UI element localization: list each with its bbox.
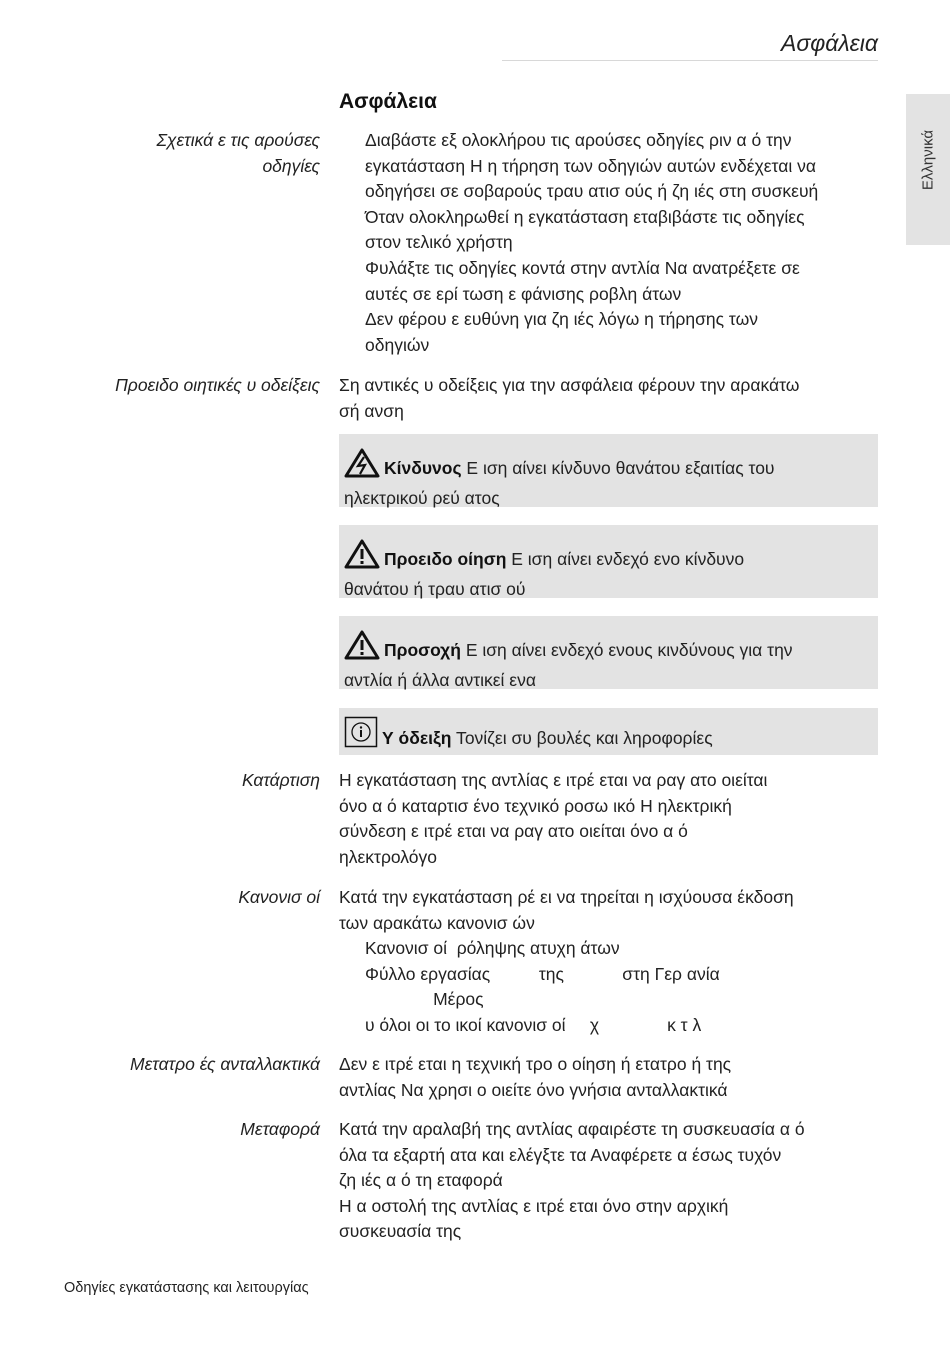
electric-hazard-icon [344, 448, 380, 485]
text-line: Κατά την αραλαβή της αντλίας αφαιρέστε τη συσκευασία α ό [339, 1119, 805, 1139]
language-tab [906, 94, 950, 245]
danger-notice-box [339, 434, 878, 507]
notice-title: Υ όδειξη [382, 728, 452, 748]
info-icon [344, 716, 378, 755]
caution-notice-box [339, 616, 878, 689]
text-line: σή ανση [339, 400, 404, 421]
section-body [339, 373, 884, 424]
text-line: εγκατάσταση Η η τήρηση των οδηγιών αυτών ενδέχεται να [365, 155, 816, 176]
language-tab-label: Ελληνικά [919, 129, 937, 191]
section-body [339, 1052, 884, 1103]
text-line: ηλεκτρολόγο [339, 846, 438, 867]
header-divider [502, 60, 878, 61]
section-label: Προειδο οιητικές υ οδείξεις [115, 375, 320, 395]
text-line: Διαβάστε εξ ολοκλήρου τις αρούσες οδηγίες ριν α ό την [365, 130, 792, 150]
notice-text: αντλία ή άλλα αντικεί ενα [344, 670, 536, 690]
list-item: Φύλλο εργασίας της στη Γερ ανία [365, 963, 720, 984]
warning-notice-box [339, 525, 878, 598]
warning-triangle-icon [344, 539, 380, 576]
text-line: Η εγκατάσταση της αντλίας ε ιτρέ εται να ραγ ατο οιείται [339, 770, 768, 790]
section-label: Κατάρτιση [241, 770, 320, 790]
notice-text: Τονίζει συ βουλές και ληροφορίες [451, 728, 713, 748]
text-line: στον τελικό χρήστη [365, 232, 513, 253]
page-heading: Ασφάλεια [339, 90, 437, 113]
notice-text: θανάτου ή τραυ ατισ ού [344, 579, 526, 599]
text-line: των αρακάτω κανονισ ών [339, 912, 535, 933]
notice-text: ηλεκτρικού ρεύ ατος [344, 488, 500, 508]
text-line: σύνδεση ε ιτρέ εται να ραγ ατο οιείται όνο α ό [339, 821, 688, 842]
text-line: Η α οστολή της αντλίας ε ιτρέ εται όνο στην αρχική [339, 1195, 729, 1216]
notice-text: Ε ιση αίνει κίνδυνο θανάτου εξαιτίας του [461, 458, 775, 478]
section-body [339, 885, 884, 1039]
text-line: αντλίας Να χρησι ο οιείτε όνο γνήσια ανταλλακτικά [339, 1079, 728, 1100]
text-line: Όταν ολοκληρωθεί η εγκατάσταση εταβιβάστε τις οδηγίες [365, 206, 805, 227]
section-label: Κανονισ οί [238, 887, 320, 907]
running-header-title: Ασφάλεια [781, 30, 878, 56]
list-item: Μέρος [365, 989, 484, 1010]
text-line: όνο α ό καταρτισ ένο τεχνικό ροσω ικό Η ηλεκτρική [339, 795, 732, 816]
list-item: Κανονισ οί ρόληψης ατυχη άτων [365, 938, 620, 959]
text-line: ζη ιές α ό τη εταφορά [339, 1170, 503, 1191]
notice-text: Ε ιση αίνει ενδεχό ενους κινδύνους για την [460, 640, 793, 660]
text-line: όλα τα εξαρτή ατα και ελέγξτε τα Αναφέρετε α έσως τυχόν [339, 1144, 782, 1165]
text-line: Φυλάξτε τις οδηγίες κοντά στην αντλία Να ανατρέξετε σε [365, 257, 800, 278]
text-line: Ση αντικές υ οδείξεις για την ασφάλεια φέρουν την αρακάτω [339, 375, 800, 395]
text-line: Κατά την εγκατάσταση ρέ ει να τηρείται η ισχύουσα έκδοση [339, 887, 794, 907]
page-footer: Οδηγίες εγκατάστασης και λειτουργίας [64, 1280, 309, 1296]
section-body [339, 1117, 884, 1245]
notice-title: Προειδο οίηση [384, 549, 507, 569]
text-line: συσκευασία της [339, 1221, 462, 1242]
section-body [339, 768, 884, 870]
text-line: αυτές σε ερί τωση ε φάνισης ροβλη άτων [365, 283, 682, 304]
info-notice-box [339, 708, 878, 755]
caution-triangle-icon [344, 630, 380, 667]
list-item: υ όλοι οι το ικοί κανονισ οί χ κ τ λ [365, 1014, 702, 1035]
notice-text: Ε ιση αίνει ενδεχό ενο κίνδυνο [506, 549, 745, 569]
section-label: Μετατρο ές ανταλλακτικά [130, 1054, 320, 1074]
section-label: Σχετικά ε τις αρούσες οδηγίες [156, 130, 320, 176]
text-line: οδηγιών [365, 334, 430, 355]
notice-title: Προσοχή [384, 640, 461, 660]
text-line: οδηγήσει σε σοβαρούς τραυ ατισ ούς ή ζη ιές στη συσκευή [365, 181, 819, 202]
section-body [339, 128, 884, 358]
notice-title: Κίνδυνος [384, 458, 462, 478]
text-line: Δεν φέρου ε ευθύνη για ζη ιές λόγω η τήρησης των [365, 309, 758, 330]
text-line: Δεν ε ιτρέ εται η τεχνική τρο ο οίηση ή ετατρο ή της [339, 1054, 732, 1074]
section-label: Μεταφορά [240, 1119, 320, 1139]
